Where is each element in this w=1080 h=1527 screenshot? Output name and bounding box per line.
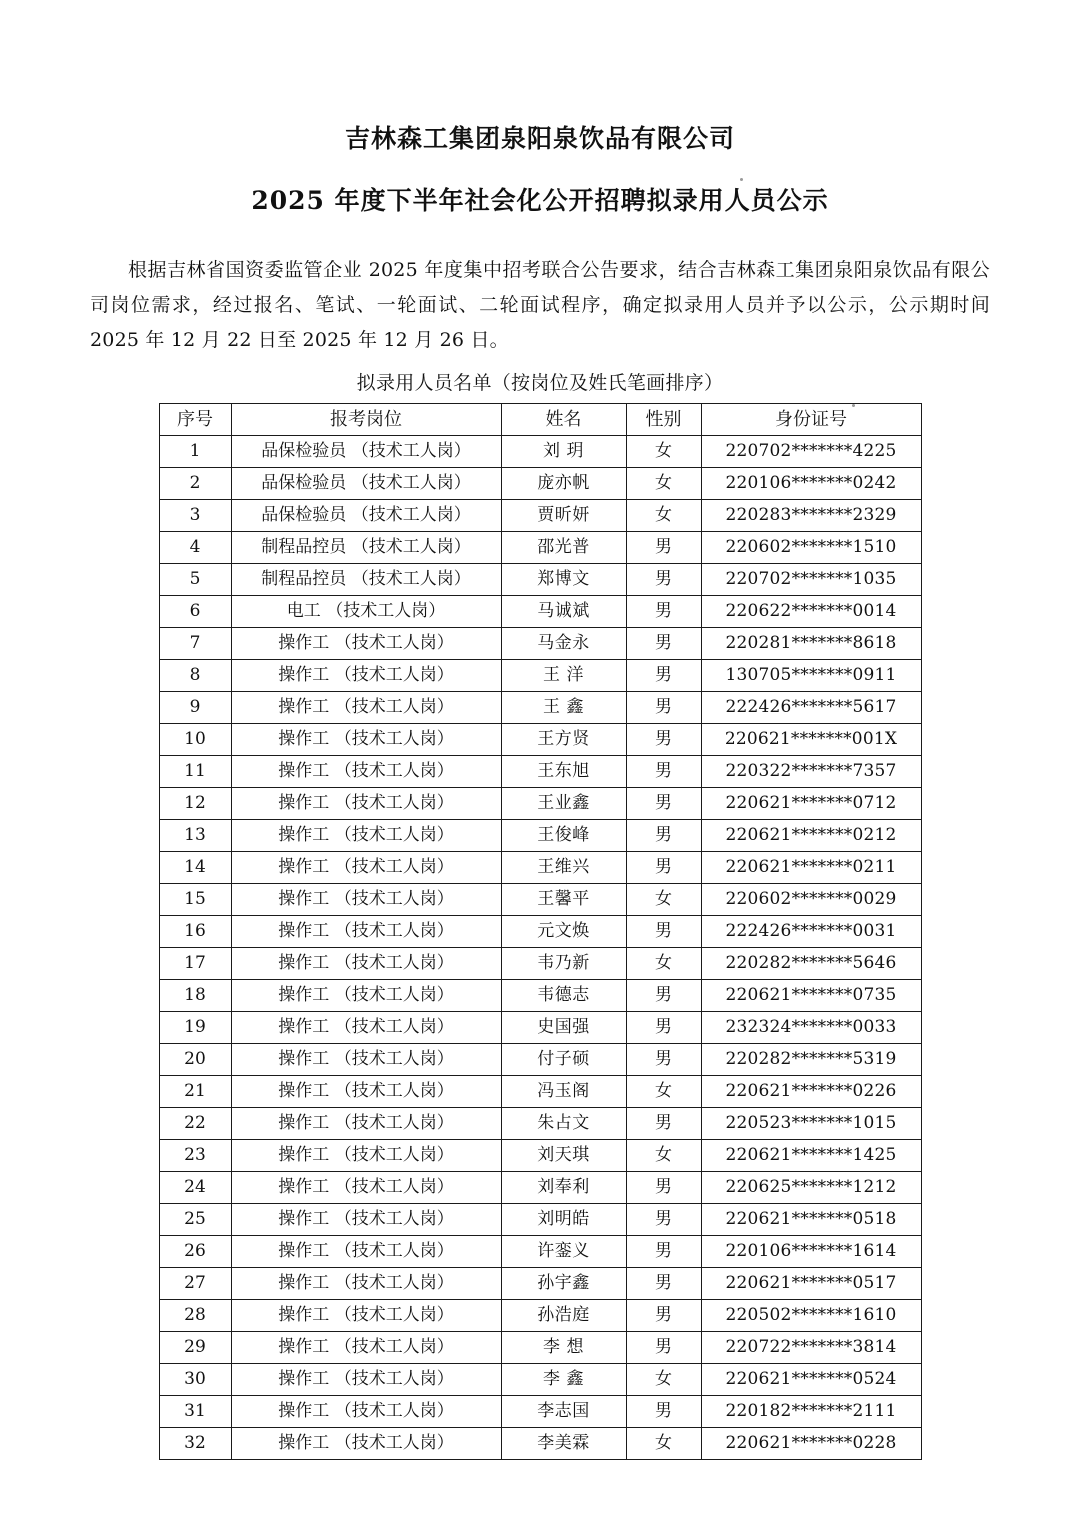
cell-name: 孙宇鑫 — [501, 1268, 626, 1300]
cell-post: 操作工 （技术工人岗） — [231, 1204, 501, 1236]
cell-id-number: 220523*******1015 — [701, 1108, 921, 1140]
cell-name: 王维兴 — [501, 852, 626, 884]
cell-gender: 女 — [626, 468, 701, 500]
cell-name: 庞亦帆 — [501, 468, 626, 500]
cell-index: 9 — [159, 692, 231, 724]
cell-post: 操作工 （技术工人岗） — [231, 1268, 501, 1300]
cell-index: 18 — [159, 980, 231, 1012]
cell-gender: 男 — [626, 1172, 701, 1204]
table-row — [159, 1204, 921, 1236]
table-row — [159, 468, 921, 500]
cell-name: 王东旭 — [501, 756, 626, 788]
table-row — [159, 1044, 921, 1076]
cell-gender: 女 — [626, 1364, 701, 1396]
table-row — [159, 884, 921, 916]
cell-post: 操作工 （技术工人岗） — [231, 980, 501, 1012]
table-row — [159, 1268, 921, 1300]
table-row — [159, 916, 921, 948]
cell-index: 2 — [159, 468, 231, 500]
cell-name: 王俊峰 — [501, 820, 626, 852]
cell-name: 郑博文 — [501, 564, 626, 596]
cell-index: 25 — [159, 1204, 231, 1236]
table-row — [159, 1172, 921, 1204]
document-title-block — [80, 120, 1000, 219]
cell-name: 王 鑫 — [501, 692, 626, 724]
cell-id-number: 220621*******0228 — [701, 1428, 921, 1460]
cell-index: 10 — [159, 724, 231, 756]
cell-post: 品保检验员 （技术工人岗） — [231, 436, 501, 468]
cell-index: 16 — [159, 916, 231, 948]
cell-name: 韦德志 — [501, 980, 626, 1012]
table-row — [159, 820, 921, 852]
cell-name: 许銮义 — [501, 1236, 626, 1268]
cell-index: 20 — [159, 1044, 231, 1076]
cell-gender: 男 — [626, 564, 701, 596]
cell-index: 19 — [159, 1012, 231, 1044]
cell-gender: 男 — [626, 1300, 701, 1332]
cell-gender: 男 — [626, 980, 701, 1012]
cell-index: 14 — [159, 852, 231, 884]
table-row — [159, 436, 921, 468]
cell-gender: 男 — [626, 1044, 701, 1076]
table-header-row — [159, 404, 921, 436]
table-row — [159, 1364, 921, 1396]
cell-index: 23 — [159, 1140, 231, 1172]
cell-gender: 男 — [626, 1204, 701, 1236]
table-body — [159, 436, 921, 1460]
cell-name: 李美霖 — [501, 1428, 626, 1460]
cell-id-number: 220282*******5646 — [701, 948, 921, 980]
table-row — [159, 564, 921, 596]
table-row — [159, 1236, 921, 1268]
cell-index: 21 — [159, 1076, 231, 1108]
cell-name: 刘天琪 — [501, 1140, 626, 1172]
cell-id-number: 220621*******1425 — [701, 1140, 921, 1172]
cell-id-number: 220722*******3814 — [701, 1332, 921, 1364]
cell-id-number: 220621*******0212 — [701, 820, 921, 852]
cell-post: 操作工 （技术工人岗） — [231, 788, 501, 820]
cell-post: 操作工 （技术工人岗） — [231, 628, 501, 660]
page-subtitle: 2025 年度下半年社会化公开招聘拟录用人员公示 — [251, 185, 829, 215]
cell-name: 王 洋 — [501, 660, 626, 692]
cell-id-number: 220702*******1035 — [701, 564, 921, 596]
cell-name: 王业鑫 — [501, 788, 626, 820]
cell-index: 7 — [159, 628, 231, 660]
cell-id-number: 222426*******0031 — [701, 916, 921, 948]
table-header — [159, 404, 921, 436]
cell-gender: 男 — [626, 660, 701, 692]
cell-id-number: 220602*******0029 — [701, 884, 921, 916]
cell-index: 15 — [159, 884, 231, 916]
table-row — [159, 1396, 921, 1428]
cell-post: 操作工 （技术工人岗） — [231, 1012, 501, 1044]
column-header-post: 报考岗位 — [231, 404, 501, 436]
cell-index: 11 — [159, 756, 231, 788]
cell-id-number: 232324*******0033 — [701, 1012, 921, 1044]
cell-gender: 男 — [626, 628, 701, 660]
cell-index: 30 — [159, 1364, 231, 1396]
cell-gender: 女 — [626, 1140, 701, 1172]
cell-id-number: 220283*******2329 — [701, 500, 921, 532]
cell-index: 26 — [159, 1236, 231, 1268]
cell-name: 朱占文 — [501, 1108, 626, 1140]
cell-index: 6 — [159, 596, 231, 628]
column-header-gender: 性别 — [626, 404, 701, 436]
cell-post: 制程品控员 （技术工人岗） — [231, 532, 501, 564]
cell-gender: 男 — [626, 916, 701, 948]
cell-gender: 男 — [626, 1012, 701, 1044]
cell-gender: 男 — [626, 756, 701, 788]
column-header-name: 姓名 — [501, 404, 626, 436]
cell-id-number: 220621*******0226 — [701, 1076, 921, 1108]
scan-artifact-dot — [740, 178, 743, 181]
cell-index: 8 — [159, 660, 231, 692]
cell-id-number: 220502*******1610 — [701, 1300, 921, 1332]
cell-id-number: 220602*******1510 — [701, 532, 921, 564]
cell-index: 12 — [159, 788, 231, 820]
cell-post: 操作工 （技术工人岗） — [231, 724, 501, 756]
cell-gender: 女 — [626, 1076, 701, 1108]
cell-gender: 男 — [626, 1396, 701, 1428]
cell-post: 操作工 （技术工人岗） — [231, 1172, 501, 1204]
cell-post: 操作工 （技术工人岗） — [231, 1044, 501, 1076]
cell-id-number: 220621*******0712 — [701, 788, 921, 820]
cell-id-number: 220621*******0735 — [701, 980, 921, 1012]
cell-name: 李 鑫 — [501, 1364, 626, 1396]
table-row — [159, 788, 921, 820]
cell-index: 32 — [159, 1428, 231, 1460]
cell-id-number: 220621*******0518 — [701, 1204, 921, 1236]
table-row — [159, 1012, 921, 1044]
candidates-table — [159, 403, 922, 1460]
cell-post: 操作工 （技术工人岗） — [231, 1108, 501, 1140]
cell-post: 操作工 （技术工人岗） — [231, 916, 501, 948]
scan-artifact-dot — [852, 404, 855, 407]
column-header-id-number: 身份证号 — [701, 404, 921, 436]
cell-post: 操作工 （技术工人岗） — [231, 1364, 501, 1396]
cell-index: 31 — [159, 1396, 231, 1428]
cell-gender: 男 — [626, 820, 701, 852]
cell-post: 操作工 （技术工人岗） — [231, 820, 501, 852]
table-row — [159, 532, 921, 564]
table-row — [159, 596, 921, 628]
cell-index: 17 — [159, 948, 231, 980]
cell-id-number: 222426*******5617 — [701, 692, 921, 724]
cell-post: 操作工 （技术工人岗） — [231, 1396, 501, 1428]
cell-index: 24 — [159, 1172, 231, 1204]
cell-index: 3 — [159, 500, 231, 532]
cell-id-number: 220621*******0524 — [701, 1364, 921, 1396]
cell-index: 4 — [159, 532, 231, 564]
cell-name: 马诚斌 — [501, 596, 626, 628]
cell-name: 元文焕 — [501, 916, 626, 948]
page-title: 吉林森工集团泉阳泉饮品有限公司 — [344, 124, 735, 153]
cell-name: 贾昕妍 — [501, 500, 626, 532]
cell-name: 王馨平 — [501, 884, 626, 916]
cell-gender: 女 — [626, 436, 701, 468]
cell-id-number: 220625*******1212 — [701, 1172, 921, 1204]
cell-name: 冯玉阁 — [501, 1076, 626, 1108]
table-row — [159, 500, 921, 532]
cell-gender: 男 — [626, 852, 701, 884]
table-row — [159, 1108, 921, 1140]
cell-name: 韦乃新 — [501, 948, 626, 980]
cell-gender: 女 — [626, 948, 701, 980]
cell-name: 马金永 — [501, 628, 626, 660]
cell-gender: 男 — [626, 1108, 701, 1140]
cell-gender: 男 — [626, 692, 701, 724]
cell-post: 操作工 （技术工人岗） — [231, 1236, 501, 1268]
cell-gender: 男 — [626, 788, 701, 820]
cell-post: 品保检验员 （技术工人岗） — [231, 500, 501, 532]
cell-index: 1 — [159, 436, 231, 468]
table-caption: 拟录用人员名单（按岗位及姓氏笔画排序） — [356, 372, 724, 395]
cell-index: 5 — [159, 564, 231, 596]
cell-name: 付子硕 — [501, 1044, 626, 1076]
cell-index: 27 — [159, 1268, 231, 1300]
cell-post: 操作工 （技术工人岗） — [231, 692, 501, 724]
cell-index: 29 — [159, 1332, 231, 1364]
cell-post: 操作工 （技术工人岗） — [231, 1076, 501, 1108]
cell-post: 操作工 （技术工人岗） — [231, 660, 501, 692]
table-row — [159, 756, 921, 788]
cell-index: 22 — [159, 1108, 231, 1140]
cell-name: 史国强 — [501, 1012, 626, 1044]
cell-gender: 女 — [626, 500, 701, 532]
cell-post: 电工 （技术工人岗） — [231, 596, 501, 628]
cell-id-number: 220621*******001X — [701, 724, 921, 756]
table-row — [159, 852, 921, 884]
cell-gender: 男 — [626, 596, 701, 628]
column-header-index: 序号 — [159, 404, 231, 436]
cell-post: 操作工 （技术工人岗） — [231, 884, 501, 916]
cell-name: 刘 玥 — [501, 436, 626, 468]
cell-id-number: 220621*******0211 — [701, 852, 921, 884]
cell-name: 刘奉利 — [501, 1172, 626, 1204]
cell-name: 王方贤 — [501, 724, 626, 756]
cell-index: 13 — [159, 820, 231, 852]
cell-post: 操作工 （技术工人岗） — [231, 1140, 501, 1172]
cell-id-number: 220106*******1614 — [701, 1236, 921, 1268]
table-row — [159, 1076, 921, 1108]
cell-post: 操作工 （技术工人岗） — [231, 756, 501, 788]
cell-post: 操作工 （技术工人岗） — [231, 1428, 501, 1460]
cell-id-number: 220702*******4225 — [701, 436, 921, 468]
cell-gender: 女 — [626, 1428, 701, 1460]
cell-id-number: 220622*******0014 — [701, 596, 921, 628]
cell-gender: 男 — [626, 532, 701, 564]
table-row — [159, 1332, 921, 1364]
table-row — [159, 628, 921, 660]
cell-gender: 女 — [626, 884, 701, 916]
table-row — [159, 1140, 921, 1172]
cell-id-number: 130705*******0911 — [701, 660, 921, 692]
table-row — [159, 692, 921, 724]
cell-id-number: 220322*******7357 — [701, 756, 921, 788]
cell-id-number: 220621*******0517 — [701, 1268, 921, 1300]
cell-gender: 男 — [626, 724, 701, 756]
cell-post: 操作工 （技术工人岗） — [231, 852, 501, 884]
cell-name: 邵光普 — [501, 532, 626, 564]
cell-name: 孙浩庭 — [501, 1300, 626, 1332]
table-row — [159, 1300, 921, 1332]
table-row — [159, 660, 921, 692]
table-row — [159, 724, 921, 756]
cell-name: 李 想 — [501, 1332, 626, 1364]
table-row — [159, 1428, 921, 1460]
cell-gender: 男 — [626, 1268, 701, 1300]
cell-post: 操作工 （技术工人岗） — [231, 948, 501, 980]
cell-post: 操作工 （技术工人岗） — [231, 1332, 501, 1364]
cell-post: 品保检验员 （技术工人岗） — [231, 468, 501, 500]
table-row — [159, 980, 921, 1012]
cell-index: 28 — [159, 1300, 231, 1332]
cell-id-number: 220282*******5319 — [701, 1044, 921, 1076]
cell-id-number: 220281*******8618 — [701, 628, 921, 660]
cell-id-number: 220106*******0242 — [701, 468, 921, 500]
announcement-paragraph: 根据吉林省国资委监管企业 2025 年度集中招考联合公告要求，结合吉林森工集团泉阳泉饮品有限公司岗位需求，经过报名、笔试、一轮面试、二轮面试程序，确定拟录用人员并予以公示，公示期时间 2025 年 12 月 22 日至 2025 年 12 月 26 日。 — [90, 259, 990, 352]
cell-post: 操作工 （技术工人岗） — [231, 1300, 501, 1332]
cell-post: 制程品控员 （技术工人岗） — [231, 564, 501, 596]
cell-name: 李志国 — [501, 1396, 626, 1428]
cell-name: 刘明皓 — [501, 1204, 626, 1236]
cell-gender: 男 — [626, 1236, 701, 1268]
cell-gender: 男 — [626, 1332, 701, 1364]
table-row — [159, 948, 921, 980]
cell-id-number: 220182*******2111 — [701, 1396, 921, 1428]
